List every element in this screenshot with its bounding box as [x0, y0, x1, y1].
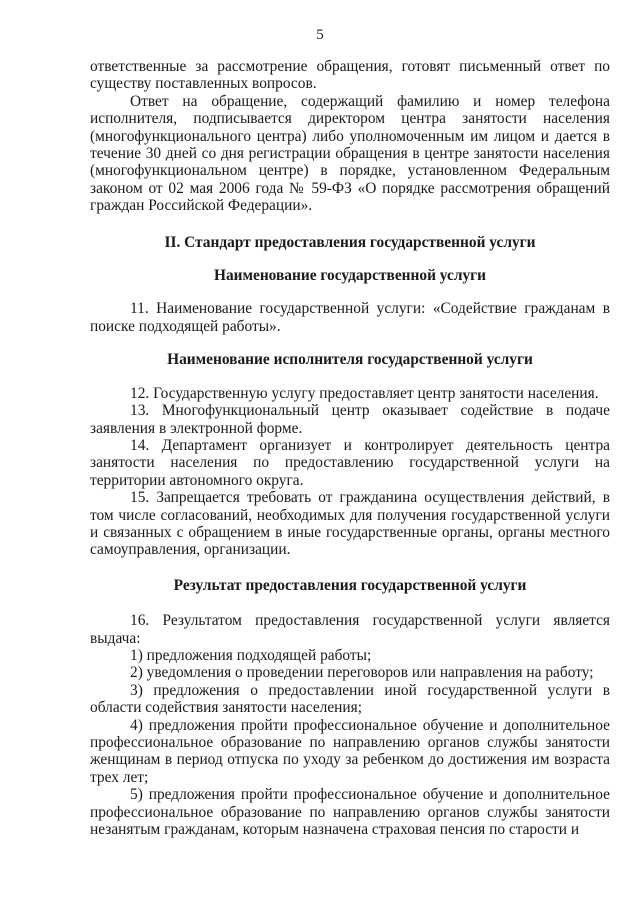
result-list-item: 4) предложения пройти профессиональное обучение и дополнительное профессиональное образование по направлению органов службы занятости женщинам в период отпуска по уходу за ребенком до достижения им возраста трех лет;: [90, 716, 610, 786]
result-list-item: 3) предложения о предоставлении иной государственной услуги в области содействия занятости населения;: [90, 681, 610, 717]
paragraph-13: 13. Многофункциональный центр оказывает содействие в подаче заявления в электронной форме.: [90, 402, 610, 437]
paragraph-16: 16. Результатом предоставления государственной услуги является выдача:: [90, 612, 610, 647]
paragraph-answer: Ответ на обращение, содержащий фамилию и номер телефона исполнителя, подписывается директором центра занятости населения (многофункционального центра) либо уполномоченным им лицом и дается в течение 30 дней со дня регистрации обращения в центре занятости населения (многофункциональном центре) в порядке, установленном Федеральным законом от 02 мая 2006 года № 59-ФЗ «О порядке рассмотрения обращений граждан Российской Федерации».: [90, 92, 610, 215]
page-number: 5: [316, 27, 324, 43]
paragraph-11: 11. Наименование государственной услуги: «Содействие гражданам в поиске подходящей работы».: [90, 300, 610, 335]
paragraph-15: 15. Запрещается требовать от гражданина осуществления действий, в том числе согласований, необходимых для получения государственной услуги и связанных с обращением в иные государственные органы, органы местного самоуправления, организации.: [90, 489, 610, 559]
subheading-service-name: Наименование государственной услуги: [213, 267, 487, 285]
paragraph-continuation: ответственные за рассмотрение обращения, готовят письменный ответ по существу поставленных вопросов.: [90, 58, 610, 93]
paragraph-12: 12. Государственную услугу предоставляет центр занятости населения.: [130, 384, 599, 402]
document-body: [90, 58, 610, 838]
result-list-item: 1) предложения подходящей работы;: [130, 646, 372, 664]
result-list-item: 5) предложения пройти профессиональное обучение и дополнительное профессиональное образование по направлению органов службы занятости незанятым гражданам, которым назначена страховая пенсия по старости и: [90, 786, 610, 839]
subheading-service-result: Результат предоставления государственной услуги: [173, 576, 527, 594]
section-heading-standard: II. Стандарт предоставления государственной услуги: [164, 233, 536, 251]
result-list-item: 2) уведомления о проведении переговоров или направления на работу;: [130, 664, 594, 682]
paragraph-14: 14. Департамент организует и контролирует деятельность центра занятости населения по предоставлению государственной услуги на территории автономного округа.: [90, 436, 610, 489]
subheading-executor-name: Наименование исполнителя государственной услуги: [167, 351, 533, 369]
